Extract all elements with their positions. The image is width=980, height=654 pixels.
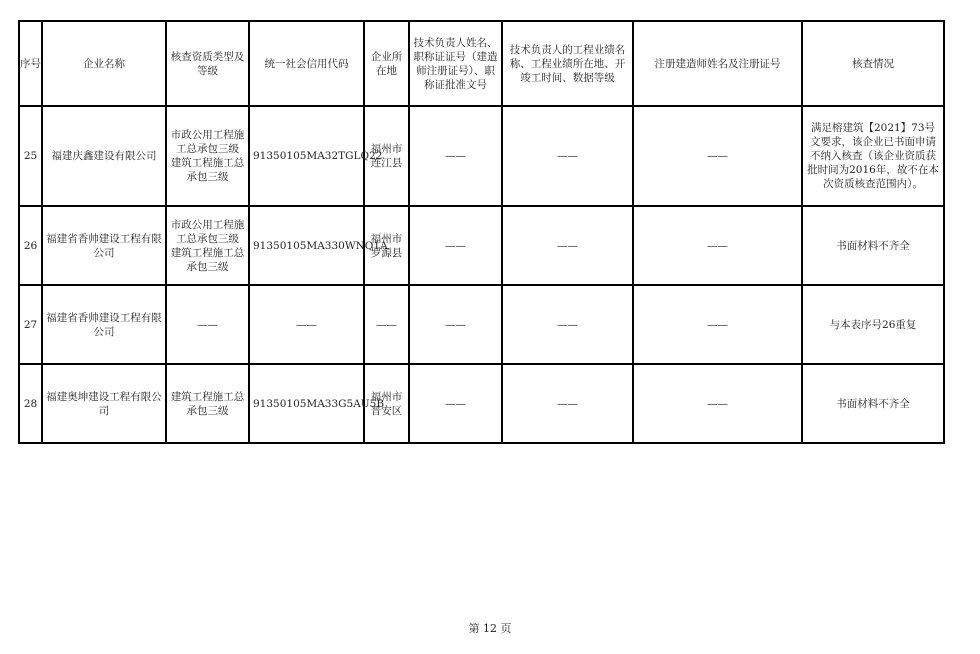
- cell-qual: [166, 364, 249, 443]
- table-row: [19, 206, 944, 285]
- cell-perf: ——: [502, 106, 633, 206]
- cell-tech: ——: [409, 206, 502, 285]
- table-header-row: [19, 21, 944, 106]
- qualification-table: [18, 20, 945, 444]
- cell-builder: ——: [633, 285, 802, 364]
- cell-no: 25: [19, 106, 42, 206]
- cell-tech: ——: [409, 106, 502, 206]
- cell-result: 满足榕建筑【2021】73号文要求，该企业已书面申请不纳入核查（该企业资质获批时间为2016年，故不在本次资质核查范围内）。: [802, 106, 944, 206]
- header-cell: 核查资质类型及等级: [166, 21, 249, 106]
- cell-perf: ——: [502, 206, 633, 285]
- cell-no: 26: [19, 206, 42, 285]
- cell-qual: [166, 106, 249, 206]
- header-cell: 序号: [19, 21, 42, 106]
- cell-name: 福建庆鑫建设有限公司: [42, 106, 166, 206]
- page-number: 第 12 页: [468, 622, 512, 635]
- cell-builder: ——: [633, 106, 802, 206]
- cell-result: 与本表序号26重复: [802, 285, 944, 364]
- header-cell: 统一社会信用代码: [249, 21, 364, 106]
- cell-loc: 福州市晋安区: [364, 364, 409, 443]
- cell-code: 91350105MA330WNQ1A: [249, 206, 364, 285]
- cell-perf: ——: [502, 364, 633, 443]
- cell-name: 福建奥坤建设工程有限公司: [42, 364, 166, 443]
- table-row: [19, 364, 944, 443]
- cell-name: 福建省香帅建设工程有限公司: [42, 206, 166, 285]
- cell-name: 福建省香帅建设工程有限公司: [42, 285, 166, 364]
- cell-tech: ——: [409, 364, 502, 443]
- cell-no: 28: [19, 364, 42, 443]
- header-cell: 技术负责人的工程业绩名称、工程业绩所在地、开竣工时间、数据等级: [502, 21, 633, 106]
- header-cell: 企业所在地: [364, 21, 409, 106]
- cell-loc: 福州市连江县: [364, 106, 409, 206]
- cell-code: ——: [249, 285, 364, 364]
- cell-perf: ——: [502, 285, 633, 364]
- cell-result: 书面材料不齐全: [802, 206, 944, 285]
- qualification-line: 建筑工程施工总承包三级: [170, 157, 245, 183]
- cell-builder: ——: [633, 364, 802, 443]
- header-cell: 核查情况: [802, 21, 944, 106]
- qualification-line: 建筑工程施工总承包三级: [170, 390, 245, 417]
- cell-tech: ——: [409, 285, 502, 364]
- cell-result: 书面材料不齐全: [802, 364, 944, 443]
- cell-qual: [166, 206, 249, 285]
- header-cell: 技术负责人姓名、职称证证号（建造师注册证号）、职称证批准文号: [409, 21, 502, 106]
- qualification-line: 市政公用工程施工总承包三级: [170, 129, 245, 155]
- header-cell: 企业名称: [42, 21, 166, 106]
- cell-qual: [166, 285, 249, 364]
- cell-loc: ——: [364, 285, 409, 364]
- cell-code: 91350105MA33G5AU5B: [249, 364, 364, 443]
- cell-loc: 福州市罗源县: [364, 206, 409, 285]
- qualification-line: 建筑工程施工总承包三级: [170, 246, 245, 273]
- header-cell: 注册建造师姓名及注册证号: [633, 21, 802, 106]
- cell-no: 27: [19, 285, 42, 364]
- qualification-line: 市政公用工程施工总承包三级: [170, 218, 245, 245]
- cell-code: 91350105MA32TGLQ22: [249, 106, 364, 206]
- qualification-line: ——: [197, 318, 218, 331]
- table-row: [19, 106, 944, 206]
- cell-builder: ——: [633, 206, 802, 285]
- table-row: [19, 285, 944, 364]
